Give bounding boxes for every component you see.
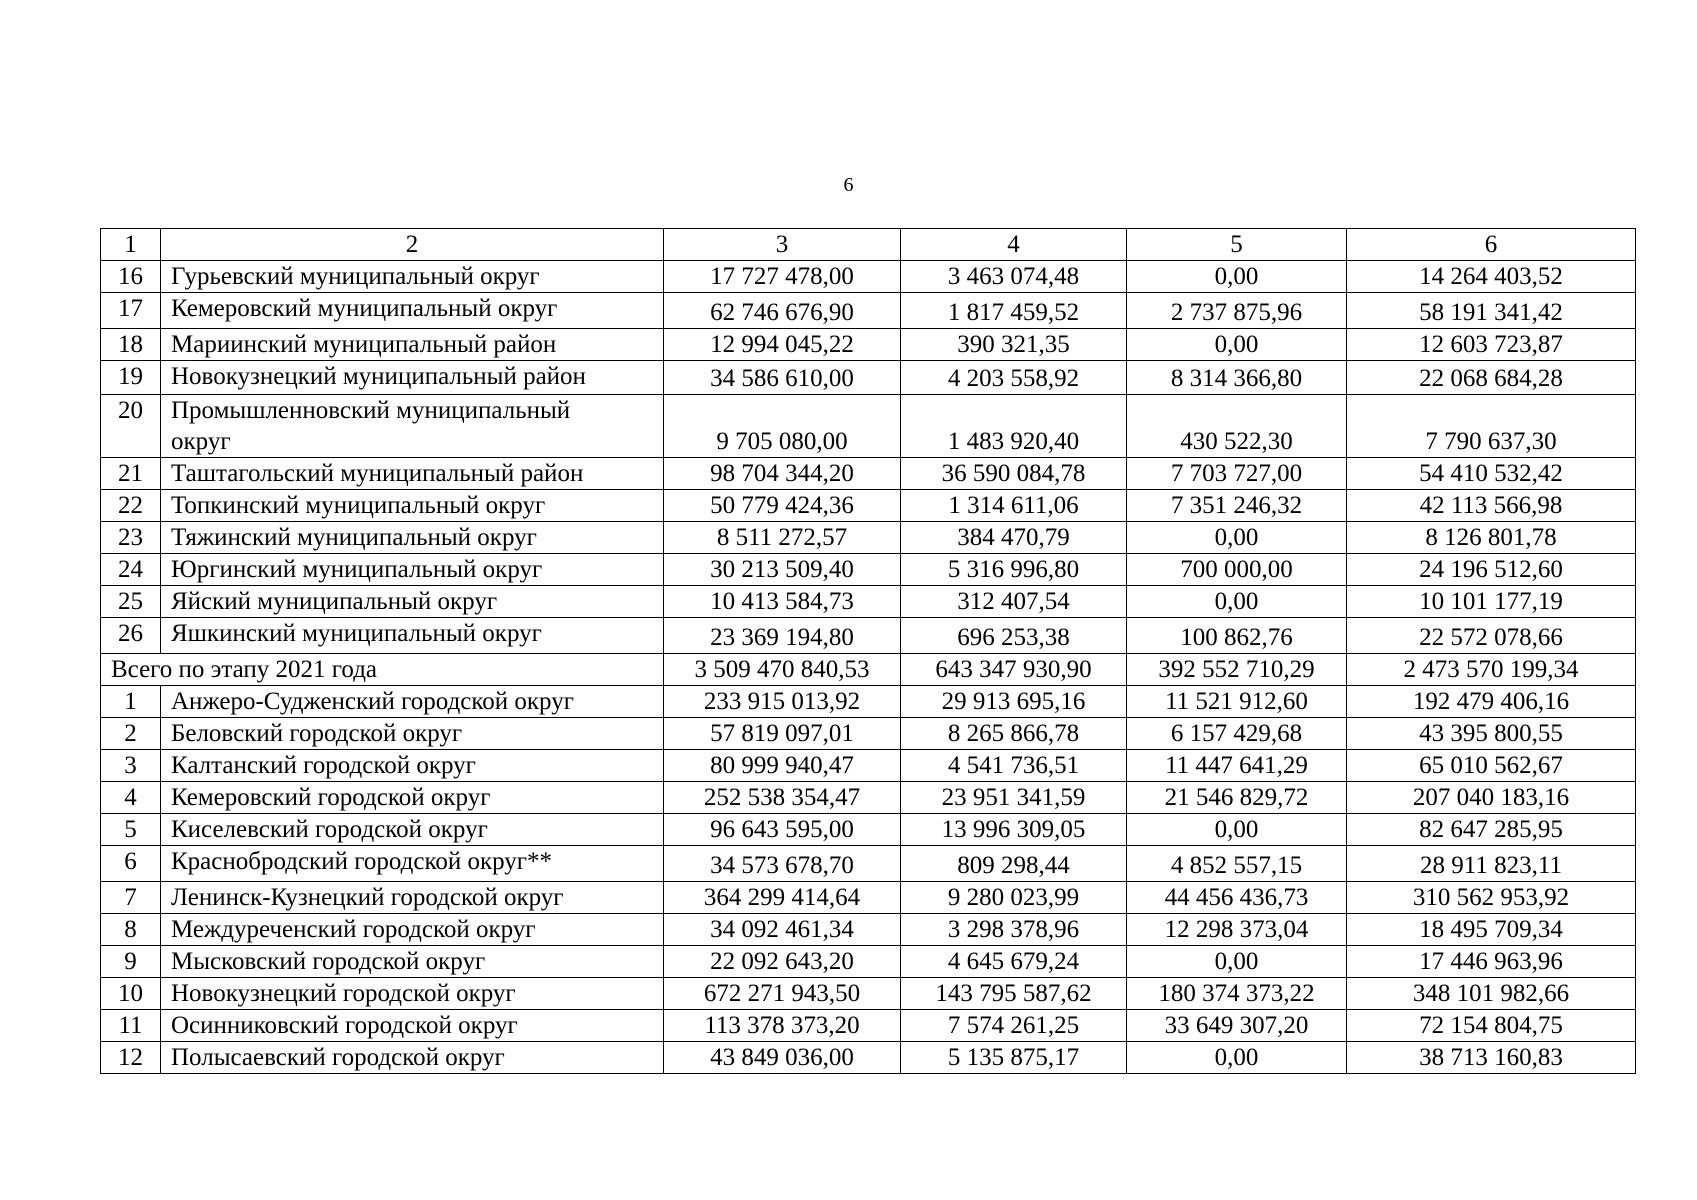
row-number: 17 — [101, 293, 161, 329]
municipality-name: Топкинский муниципальный округ — [161, 490, 664, 522]
value-col4: 390 321,35 — [901, 329, 1127, 361]
municipality-name: Новокузнецкий муниципальный район — [161, 361, 664, 395]
value-col6: 28 911 823,11 — [1347, 846, 1636, 882]
table-row — [101, 782, 1636, 814]
value-col4: 5 135 875,17 — [901, 1042, 1127, 1074]
value-col6: 82 647 285,95 — [1347, 814, 1636, 846]
table-body — [101, 229, 1636, 1074]
header-cell-5: 5 — [1127, 229, 1347, 261]
value-col3: 10 413 584,73 — [664, 586, 901, 618]
value-col5: 430 522,30 — [1127, 395, 1347, 458]
municipality-name: Мариинский муниципальный район — [161, 329, 664, 361]
municipality-name — [161, 395, 664, 458]
municipality-name: Юргинский муниципальный округ — [161, 554, 664, 586]
municipality-name: Ленинск-Кузнецкий городской округ — [161, 882, 664, 914]
municipality-name: Новокузнецкий городской округ — [161, 978, 664, 1010]
municipality-name: Таштагольский муниципальный район — [161, 458, 664, 490]
row-number: 8 — [101, 914, 161, 946]
value-col4: 1 483 920,40 — [901, 395, 1127, 458]
header-cell-3: 3 — [664, 229, 901, 261]
row-number: 2 — [101, 718, 161, 750]
row-number: 11 — [101, 1010, 161, 1042]
value-col6: 7 790 637,30 — [1347, 395, 1636, 458]
value-col5: 0,00 — [1127, 586, 1347, 618]
row-number: 25 — [101, 586, 161, 618]
municipality-name: Кемеровский муниципальный округ — [161, 293, 664, 329]
value-col5: 6 157 429,68 — [1127, 718, 1347, 750]
table-row — [101, 458, 1636, 490]
value-col3: 12 994 045,22 — [664, 329, 901, 361]
table-row — [101, 686, 1636, 718]
value-col4: 8 265 866,78 — [901, 718, 1127, 750]
value-col3: 9 705 080,00 — [664, 395, 901, 458]
value-col6: 348 101 982,66 — [1347, 978, 1636, 1010]
value-col3: 34 573 678,70 — [664, 846, 901, 882]
row-number: 21 — [101, 458, 161, 490]
value-col5: 4 852 557,15 — [1127, 846, 1347, 882]
header-cell-6: 6 — [1347, 229, 1636, 261]
value-col5: 700 000,00 — [1127, 554, 1347, 586]
value-col4: 384 470,79 — [901, 522, 1127, 554]
value-col3: 98 704 344,20 — [664, 458, 901, 490]
table-row — [101, 1010, 1636, 1042]
value-col5: 11 447 641,29 — [1127, 750, 1347, 782]
value-col6: 310 562 953,92 — [1347, 882, 1636, 914]
table-row — [101, 882, 1636, 914]
row-number: 1 — [101, 686, 161, 718]
value-col6: 207 040 183,16 — [1347, 782, 1636, 814]
table-row — [101, 361, 1636, 395]
value-col5: 0,00 — [1127, 329, 1347, 361]
municipality-name: Яшкинский муниципальный округ — [161, 618, 664, 654]
value-col4: 809 298,44 — [901, 846, 1127, 882]
table-row — [101, 618, 1636, 654]
value-col6: 58 191 341,42 — [1347, 293, 1636, 329]
row-number: 22 — [101, 490, 161, 522]
value-col6: 192 479 406,16 — [1347, 686, 1636, 718]
value-col5: 0,00 — [1127, 1042, 1347, 1074]
value-col4: 29 913 695,16 — [901, 686, 1127, 718]
row-number: 26 — [101, 618, 161, 654]
value-col3: 80 999 940,47 — [664, 750, 901, 782]
row-number: 5 — [101, 814, 161, 846]
row-number: 4 — [101, 782, 161, 814]
row-number: 24 — [101, 554, 161, 586]
row-number: 12 — [101, 1042, 161, 1074]
table-row — [101, 586, 1636, 618]
value-col4: 7 574 261,25 — [901, 1010, 1127, 1042]
table-row — [101, 914, 1636, 946]
value-col3: 22 092 643,20 — [664, 946, 901, 978]
value-col5: 100 862,76 — [1127, 618, 1347, 654]
value-col3: 50 779 424,36 — [664, 490, 901, 522]
value-col4: 4 203 558,92 — [901, 361, 1127, 395]
table-row — [101, 978, 1636, 1010]
value-col5: 180 374 373,22 — [1127, 978, 1347, 1010]
table-row — [101, 395, 1636, 458]
total-col4: 643 347 930,90 — [901, 654, 1127, 686]
municipality-name: Анжеро-Судженский городской округ — [161, 686, 664, 718]
municipality-name: Осинниковский городской округ — [161, 1010, 664, 1042]
value-col6: 65 010 562,67 — [1347, 750, 1636, 782]
value-col3: 23 369 194,80 — [664, 618, 901, 654]
table-row — [101, 814, 1636, 846]
row-number: 7 — [101, 882, 161, 914]
value-col6: 12 603 723,87 — [1347, 329, 1636, 361]
value-col3: 34 586 610,00 — [664, 361, 901, 395]
total-col5: 392 552 710,29 — [1127, 654, 1347, 686]
value-col6: 24 196 512,60 — [1347, 554, 1636, 586]
value-col4: 4 541 736,51 — [901, 750, 1127, 782]
header-cell-2: 2 — [161, 229, 664, 261]
municipality-name: Полысаевский городской округ — [161, 1042, 664, 1074]
value-col4: 9 280 023,99 — [901, 882, 1127, 914]
value-col6: 17 446 963,96 — [1347, 946, 1636, 978]
row-number: 18 — [101, 329, 161, 361]
value-col6: 38 713 160,83 — [1347, 1042, 1636, 1074]
value-col5: 8 314 366,80 — [1127, 361, 1347, 395]
row-number: 23 — [101, 522, 161, 554]
municipality-name: Гурьевский муниципальный округ — [161, 261, 664, 293]
header-row — [101, 229, 1636, 261]
value-col5: 21 546 829,72 — [1127, 782, 1347, 814]
value-col5: 7 351 246,32 — [1127, 490, 1347, 522]
table-row — [101, 490, 1636, 522]
row-number: 20 — [101, 395, 161, 458]
value-col3: 96 643 595,00 — [664, 814, 901, 846]
value-col4: 5 316 996,80 — [901, 554, 1127, 586]
value-col6: 42 113 566,98 — [1347, 490, 1636, 522]
value-col3: 364 299 414,64 — [664, 882, 901, 914]
value-col4: 143 795 587,62 — [901, 978, 1127, 1010]
value-col3: 43 849 036,00 — [664, 1042, 901, 1074]
table-row — [101, 750, 1636, 782]
value-col4: 696 253,38 — [901, 618, 1127, 654]
value-col4: 312 407,54 — [901, 586, 1127, 618]
value-col5: 0,00 — [1127, 522, 1347, 554]
row-number: 10 — [101, 978, 161, 1010]
value-col3: 8 511 272,57 — [664, 522, 901, 554]
row-number: 3 — [101, 750, 161, 782]
page-number: 6 — [843, 174, 854, 196]
value-col3: 34 092 461,34 — [664, 914, 901, 946]
value-col4: 1 817 459,52 — [901, 293, 1127, 329]
value-col5: 7 703 727,00 — [1127, 458, 1347, 490]
value-col4: 3 298 378,96 — [901, 914, 1127, 946]
value-col5: 33 649 307,20 — [1127, 1010, 1347, 1042]
value-col5: 0,00 — [1127, 946, 1347, 978]
value-col4: 23 951 341,59 — [901, 782, 1127, 814]
header-cell-4: 4 — [901, 229, 1127, 261]
municipality-name: Яйский муниципальный округ — [161, 586, 664, 618]
value-col4: 1 314 611,06 — [901, 490, 1127, 522]
value-col3: 672 271 943,50 — [664, 978, 901, 1010]
value-col6: 54 410 532,42 — [1347, 458, 1636, 490]
municipality-name: Краснобродский городской округ** — [161, 846, 664, 882]
value-col6: 43 395 800,55 — [1347, 718, 1636, 750]
row-number: 9 — [101, 946, 161, 978]
table-row — [101, 261, 1636, 293]
value-col4: 4 645 679,24 — [901, 946, 1127, 978]
table-row — [101, 718, 1636, 750]
municipality-name: Калтанский городской округ — [161, 750, 664, 782]
header-cell-1: 1 — [101, 229, 161, 261]
value-col4: 13 996 309,05 — [901, 814, 1127, 846]
table-row — [101, 946, 1636, 978]
row-number: 16 — [101, 261, 161, 293]
municipality-name: Кемеровский городской округ — [161, 782, 664, 814]
value-col6: 10 101 177,19 — [1347, 586, 1636, 618]
table-row — [101, 293, 1636, 329]
value-col5: 2 737 875,96 — [1127, 293, 1347, 329]
value-col6: 22 572 078,66 — [1347, 618, 1636, 654]
value-col6: 14 264 403,52 — [1347, 261, 1636, 293]
value-col5: 11 521 912,60 — [1127, 686, 1347, 718]
row-number: 19 — [101, 361, 161, 395]
value-col5: 12 298 373,04 — [1127, 914, 1347, 946]
value-col3: 252 538 354,47 — [664, 782, 901, 814]
value-col5: 44 456 436,73 — [1127, 882, 1347, 914]
total-row — [101, 654, 1636, 686]
value-col6: 72 154 804,75 — [1347, 1010, 1636, 1042]
value-col6: 22 068 684,28 — [1347, 361, 1636, 395]
total-label: Всего по этапу 2021 года — [101, 654, 664, 686]
value-col5: 0,00 — [1127, 814, 1347, 846]
table-row — [101, 1042, 1636, 1074]
total-col6: 2 473 570 199,34 — [1347, 654, 1636, 686]
municipality-name: Беловский городской округ — [161, 718, 664, 750]
budget-table — [100, 228, 1636, 1074]
value-col4: 36 590 084,78 — [901, 458, 1127, 490]
value-col3: 113 378 373,20 — [664, 1010, 901, 1042]
municipality-name: Междуреченский городской округ — [161, 914, 664, 946]
municipality-name: Киселевский городской округ — [161, 814, 664, 846]
table-row — [101, 554, 1636, 586]
value-col4: 3 463 074,48 — [901, 261, 1127, 293]
municipality-name-line1: Промышленновский муниципальный — [171, 397, 571, 424]
row-number: 6 — [101, 846, 161, 882]
table-row — [101, 522, 1636, 554]
value-col3: 62 746 676,90 — [664, 293, 901, 329]
municipality-name: Мысковский городской округ — [161, 946, 664, 978]
table-row — [101, 329, 1636, 361]
municipality-name: Тяжинский муниципальный округ — [161, 522, 664, 554]
value-col5: 0,00 — [1127, 261, 1347, 293]
value-col3: 57 819 097,01 — [664, 718, 901, 750]
total-col3: 3 509 470 840,53 — [664, 654, 901, 686]
value-col3: 30 213 509,40 — [664, 554, 901, 586]
value-col3: 17 727 478,00 — [664, 261, 901, 293]
value-col6: 8 126 801,78 — [1347, 522, 1636, 554]
value-col3: 233 915 013,92 — [664, 686, 901, 718]
value-col6: 18 495 709,34 — [1347, 914, 1636, 946]
municipality-name-line2: округ — [171, 428, 231, 455]
table-row — [101, 846, 1636, 882]
